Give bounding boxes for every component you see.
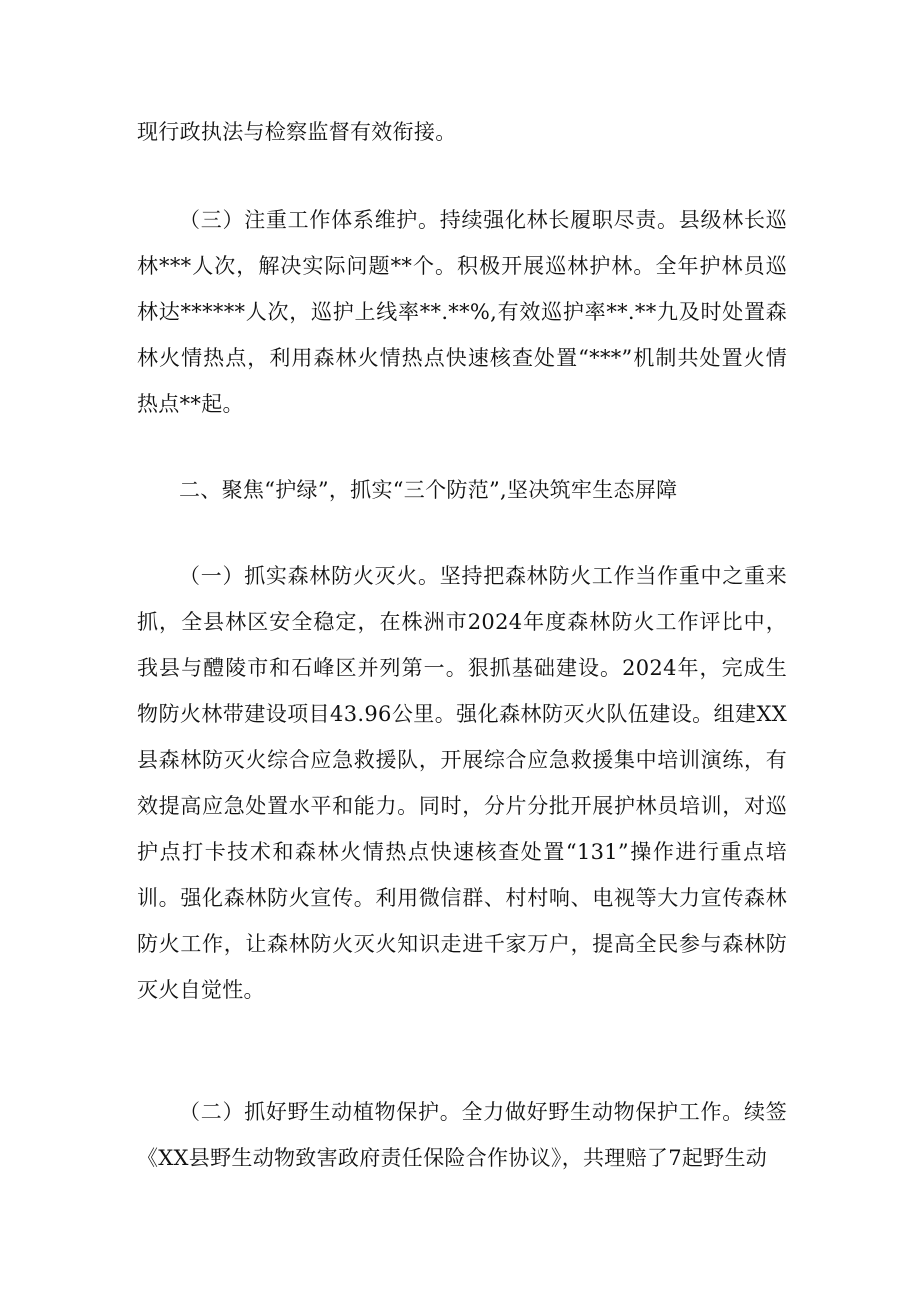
paragraph-section-3: （三）注重工作体系维护。持续强化林长履职尽责。县级林长巡林***人次，解决实际问题**个。积极开展巡林护林。全年护林员巡林达******人次，巡护上线率**.**%,有效巡护率**.**九及时处置森林火情热点，利用森林火情热点快速核查处置“***”机制共处置火情热点**起。 xyxy=(137,208,787,416)
paragraph-section-2: （二）抓好野生动植物保护。全力做好野生动物保护工作。续签《XX县野生动物致害政府责任保险合作协议》，共理赔了7起野生动 xyxy=(137,1100,787,1170)
paragraph-section-1: （一）抓实森林防火灭火。坚持把森林防火工作当作重中之重来抓，全县林区安全稳定，在株洲市2024年度森林防火工作评比中，我县与醴陵市和石峰区并列第一。狠抓基础建设。2024年，完成生物防火林带建设项目43.96公里。强化森林防灭火队伍建设。组建XX县森林防灭火综合应急救援队，开展综合应急救援集中培训演练，有效提高应急处置水平和能力。同时，分片分批开展护林员培训，对巡护点打卡技术和森林火情热点快速核查处置“131”操作进行重点培训。强化森林防火宣传。利用微信群、村村响、电视等大力宣传森林防火工作，让森林防火灭火知识走进千家万户，提高全民参与森林防灭火自觉性。 xyxy=(137,564,787,1002)
paragraph-continuation: 现行政执法与检察监督有效衔接。 xyxy=(137,120,457,144)
section-heading-2: 二、聚焦“护绿”，抓实“三个防范”,坚决筑牢生态屏障 xyxy=(179,478,678,502)
